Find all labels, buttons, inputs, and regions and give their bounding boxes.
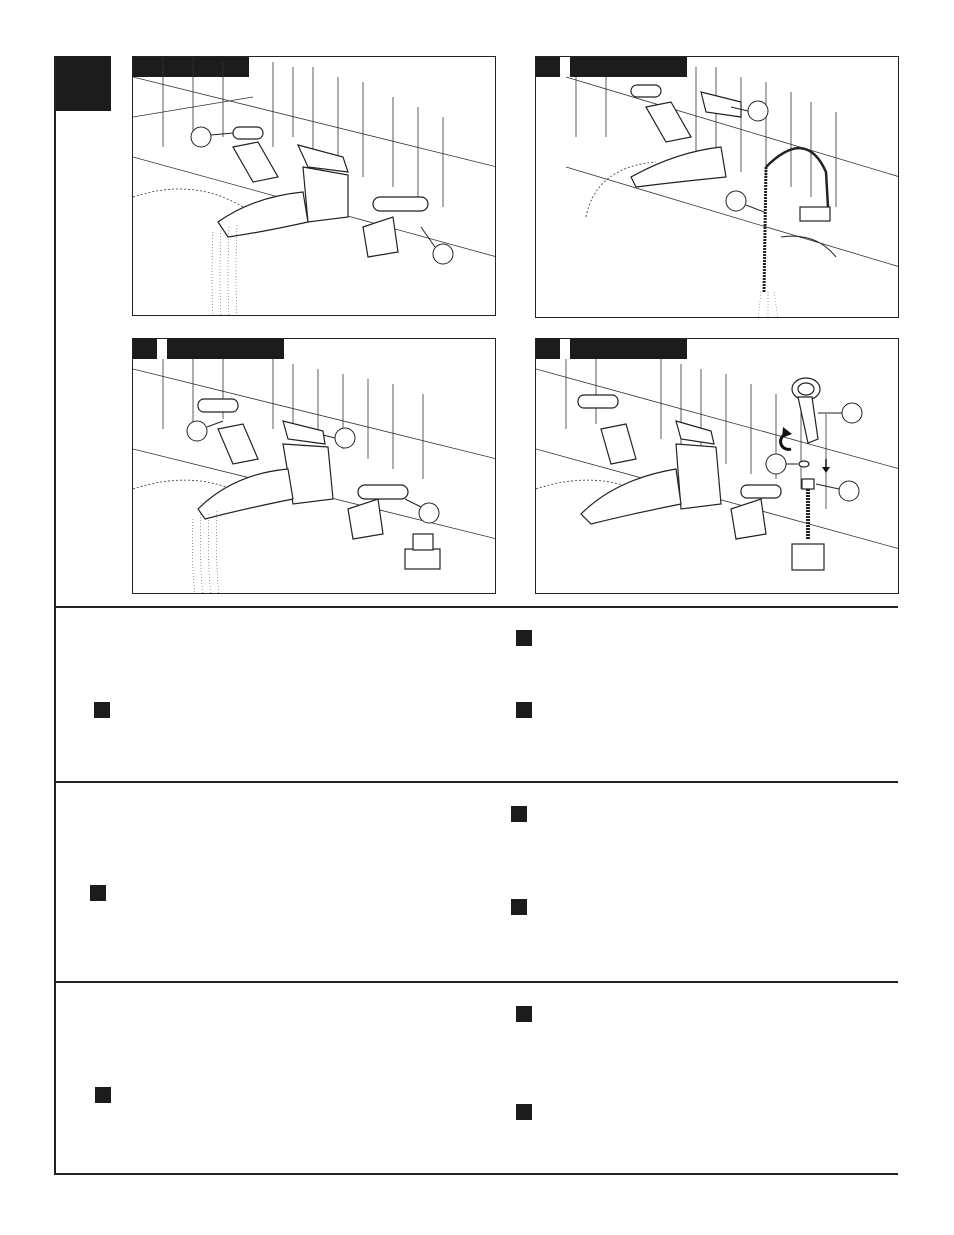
- figure-2: [535, 56, 899, 318]
- step-bullet: [511, 806, 527, 822]
- section-tab-block: [56, 56, 111, 111]
- step-bullet: [516, 702, 532, 718]
- figure-4: [535, 338, 899, 594]
- down-arrow-icon: [822, 459, 830, 473]
- left-frame-line: [54, 56, 56, 1174]
- figure-1-illustration: [133, 57, 496, 316]
- section-divider: [54, 1173, 898, 1175]
- step-bullet: [95, 1087, 111, 1103]
- step-bullet: [94, 702, 110, 718]
- step-bullet: [511, 899, 527, 915]
- section-divider: [54, 981, 898, 983]
- rotate-arrow-icon: [781, 427, 792, 449]
- figure-3-illustration: [133, 339, 496, 594]
- step-bullet: [516, 630, 532, 646]
- step-bullet: [516, 1104, 532, 1120]
- section-divider: [54, 781, 898, 783]
- figure-2-illustration: [536, 57, 899, 318]
- step-bullet: [516, 1006, 532, 1022]
- step-bullet: [90, 885, 106, 901]
- figure-1: [132, 56, 496, 316]
- figure-3: [132, 338, 496, 594]
- callout-circle: [433, 244, 453, 264]
- section-divider: [54, 606, 898, 608]
- figure-4-illustration: [536, 339, 899, 594]
- callout-circle: [191, 127, 211, 147]
